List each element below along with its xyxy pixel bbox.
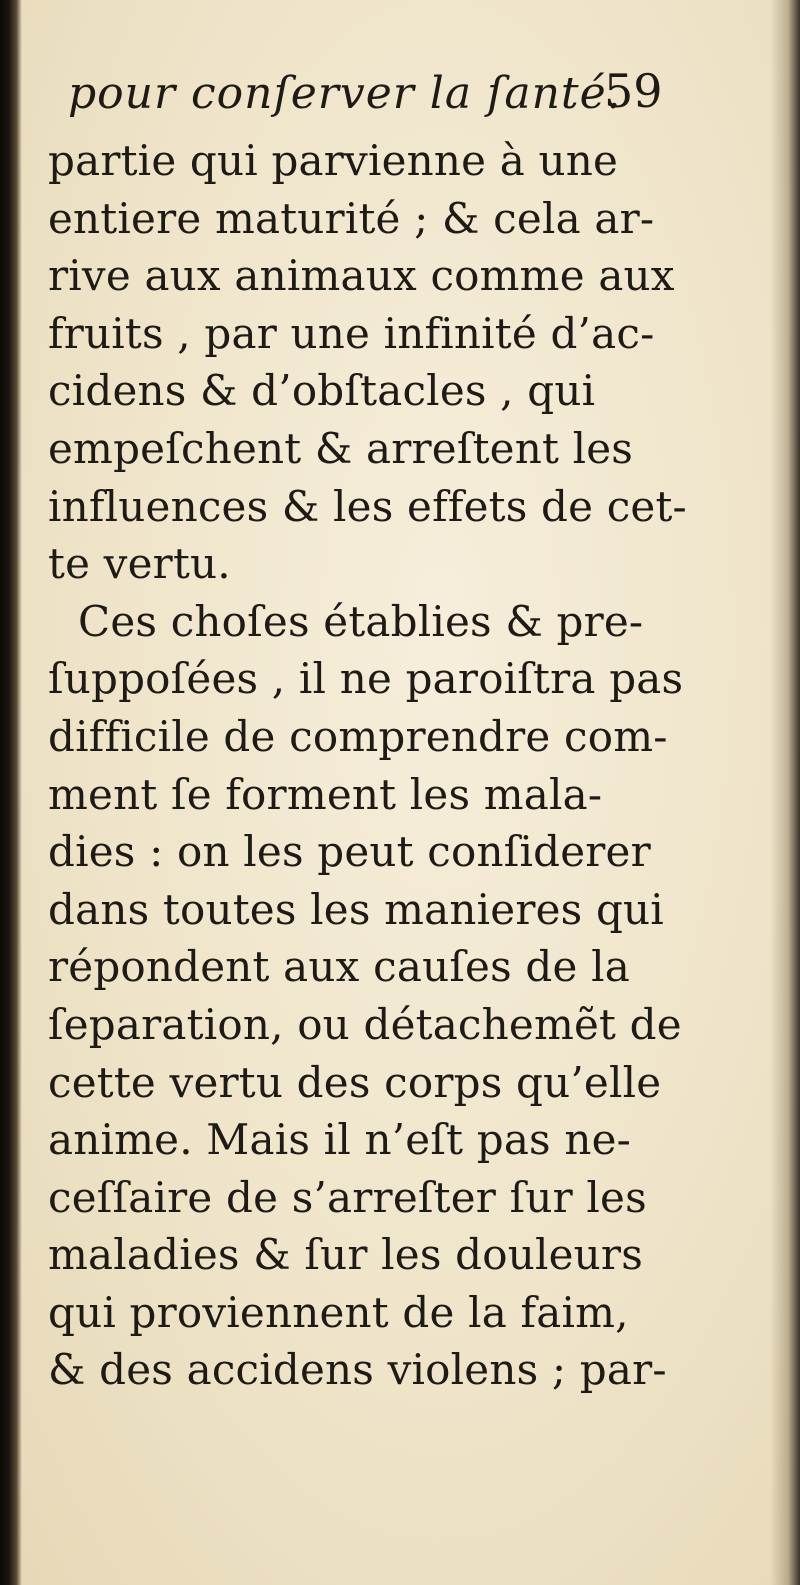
text-line: te vertu. <box>48 539 231 589</box>
text-line: cidens & d’obſtacles , qui <box>48 366 596 416</box>
text-line: cette vertu des corps qu’elle <box>48 1057 662 1107</box>
text-line: Ces choſes établies & pre- <box>78 596 644 646</box>
text-line: empeſchent & arreſtent les <box>48 423 634 473</box>
text-line: répondent aux cauſes de la <box>48 942 630 992</box>
text-line: fruits , par une infinité d’ac- <box>48 308 655 358</box>
running-title: pour conſerver la ſanté. <box>68 68 622 119</box>
text-line: qui proviennent de la faim, <box>48 1287 629 1337</box>
page-right-edge <box>770 0 800 1585</box>
text-line: dies : on les peut conſiderer <box>48 827 651 877</box>
text-line: dans toutes les manieres qui <box>48 884 664 934</box>
text-line: entiere maturité ; & cela ar- <box>48 193 655 243</box>
text-line: maladies & ſur les douleurs <box>48 1230 643 1280</box>
text-line: influences & les effets de cet- <box>48 481 687 531</box>
text-line: difficile de comprendre com- <box>48 711 668 761</box>
text-line: partie qui parvienne à une <box>48 136 619 185</box>
text-line: ſeparation, ou détachemẽt de <box>48 999 682 1049</box>
text-line: ment ſe forment les mala- <box>48 769 603 819</box>
text-line: ceſſaire de s’arreſter ſur les <box>48 1172 647 1222</box>
text-line: rive aux animaux comme aux <box>48 251 675 301</box>
text-line: & des accidens violens ; par- <box>48 1345 667 1395</box>
text-line: ſuppoſées , il ne paroiſtra pas <box>48 654 684 704</box>
text-block <box>48 62 698 1399</box>
page-number: 59 <box>604 64 663 118</box>
running-head <box>48 62 698 132</box>
text-line: anime. Mais il n’eſt pas ne- <box>48 1115 632 1165</box>
book-spine-edge <box>0 0 22 1585</box>
